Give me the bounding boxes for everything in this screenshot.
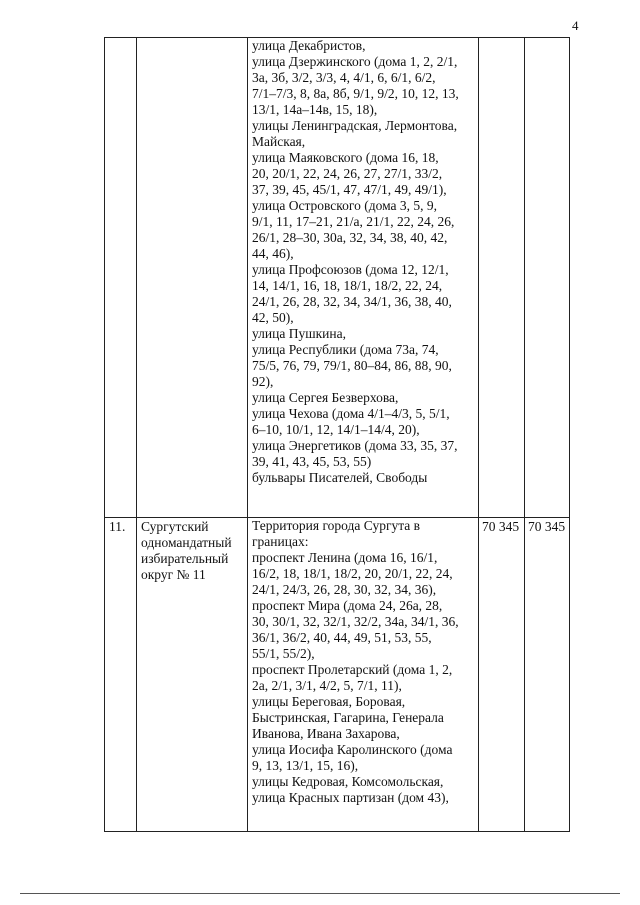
text-line: 20, 20/1, 22, 24, 26, 27, 27/1, 33/2, xyxy=(252,166,443,181)
text-line: проспект Мира (дома 24, 26а, 28, xyxy=(252,598,443,613)
text-line: 16/2, 18, 18/1, 18/2, 20, 20/1, 22, 24, xyxy=(252,566,453,581)
text-line: 92), xyxy=(252,374,274,389)
text-line: 9/1, 11, 17–21, 21/а, 21/1, 22, 24, 26, xyxy=(252,214,455,229)
text-line: улица Островского (дома 3, 5, 9, xyxy=(252,198,438,213)
text-line: улица Сергея Безверхова, xyxy=(252,390,399,405)
text-line: улица Дзержинского (дома 1, 2, 2/1, xyxy=(252,54,458,69)
text-line: 7/1–7/3, 8, 8а, 8б, 9/1, 9/2, 10, 12, 13, xyxy=(252,86,459,101)
text-line: улица Республики (дома 73а, 74, xyxy=(252,342,439,357)
text-line: 14, 14/1, 16, 18, 18/1, 18/2, 22, 24, xyxy=(252,278,443,293)
text-line: 3а, 3б, 3/2, 3/3, 4, 4/1, 6, 6/1, 6/2, xyxy=(252,70,436,85)
text-line: округ № 11 xyxy=(141,567,206,582)
text-line: 37, 39, 45, 45/1, 47, 47/1, 49, 49/1), xyxy=(252,182,447,197)
text-line: 36/1, 36/2, 40, 44, 49, 51, 53, 55, xyxy=(252,630,432,645)
page-number: 4 xyxy=(572,18,579,33)
district-name-cell xyxy=(137,518,248,832)
text-line: одномандатный xyxy=(141,535,232,550)
voters-count-cell: 70 345 xyxy=(479,518,525,832)
voters-count-cell-secondary: 70 345 xyxy=(525,518,570,832)
text-line: Иванова, Ивана Захарова, xyxy=(252,726,400,741)
row-number-cell xyxy=(105,38,137,518)
text-line: улица Иосифа Каролинского (дома xyxy=(252,742,453,757)
text-line: 13/1, 14а–14в, 15, 18), xyxy=(252,102,378,117)
text-line: улицы Ленинградская, Лермонтова, xyxy=(252,118,458,133)
district-name-cell xyxy=(137,38,248,518)
district-table xyxy=(104,37,570,832)
text-line: улицы Береговая, Боровая, xyxy=(252,694,406,709)
text-line: бульвары Писателей, Свободы xyxy=(252,470,428,485)
text-line: 75/5, 76, 79, 79/1, 80–84, 86, 88, 90, xyxy=(252,358,452,373)
text-line: 30, 30/1, 32, 32/1, 32/2, 34а, 34/1, 36, xyxy=(252,614,459,629)
text-line: Майская, xyxy=(252,134,306,149)
text-line: Территория города Сургута в xyxy=(252,518,421,533)
text-line: улица Маяковского (дома 16, 18, xyxy=(252,150,439,165)
text-line: улица Профсоюзов (дома 12, 12/1, xyxy=(252,262,449,277)
text-line: избирательный xyxy=(141,551,229,566)
text-line: Быстринская, Гагарина, Генерала xyxy=(252,710,444,725)
row-number-cell: 11. xyxy=(105,518,137,832)
text-line: улицы Кедровая, Комсомольская, xyxy=(252,774,444,789)
table-row-continuation xyxy=(105,38,570,518)
text-line: 42, 50), xyxy=(252,310,294,325)
table-row-district-11 xyxy=(105,518,570,832)
text-line: границах: xyxy=(252,534,309,549)
text-line: проспект Ленина (дома 16, 16/1, xyxy=(252,550,438,565)
text-line: 6–10, 10/1, 12, 14/1–14/4, 20), xyxy=(252,422,420,437)
text-line: 26/1, 28–30, 30а, 32, 34, 38, 40, 42, xyxy=(252,230,448,245)
district-description-cell xyxy=(248,38,479,518)
text-line: улица Чехова (дома 4/1–4/3, 5, 5/1, xyxy=(252,406,450,421)
district-description-cell xyxy=(248,518,479,832)
voters-count-cell xyxy=(479,38,525,518)
text-line: проспект Пролетарский (дома 1, 2, xyxy=(252,662,453,677)
text-line: 9, 13, 13/1, 15, 16), xyxy=(252,758,359,773)
footer-divider xyxy=(20,893,620,894)
text-line: 44, 46), xyxy=(252,246,294,261)
text-line: улица Энергетиков (дома 33, 35, 37, xyxy=(252,438,458,453)
text-line: 2а, 2/1, 3/1, 4/2, 5, 7/1, 11), xyxy=(252,678,402,693)
text-line: улица Декабристов, xyxy=(252,38,366,53)
voters-count-cell-secondary xyxy=(525,38,570,518)
text-line: Сургутский xyxy=(141,519,209,534)
text-line: улица Красных партизан (дом 43), xyxy=(252,790,449,805)
text-line: 24/1, 24/3, 26, 28, 30, 32, 34, 36), xyxy=(252,582,437,597)
text-line: 55/1, 55/2), xyxy=(252,646,315,661)
text-line: 24/1, 26, 28, 32, 34, 34/1, 36, 38, 40, xyxy=(252,294,452,309)
text-line: 39, 41, 43, 45, 53, 55) xyxy=(252,454,372,469)
text-line: улица Пушкина, xyxy=(252,326,346,341)
